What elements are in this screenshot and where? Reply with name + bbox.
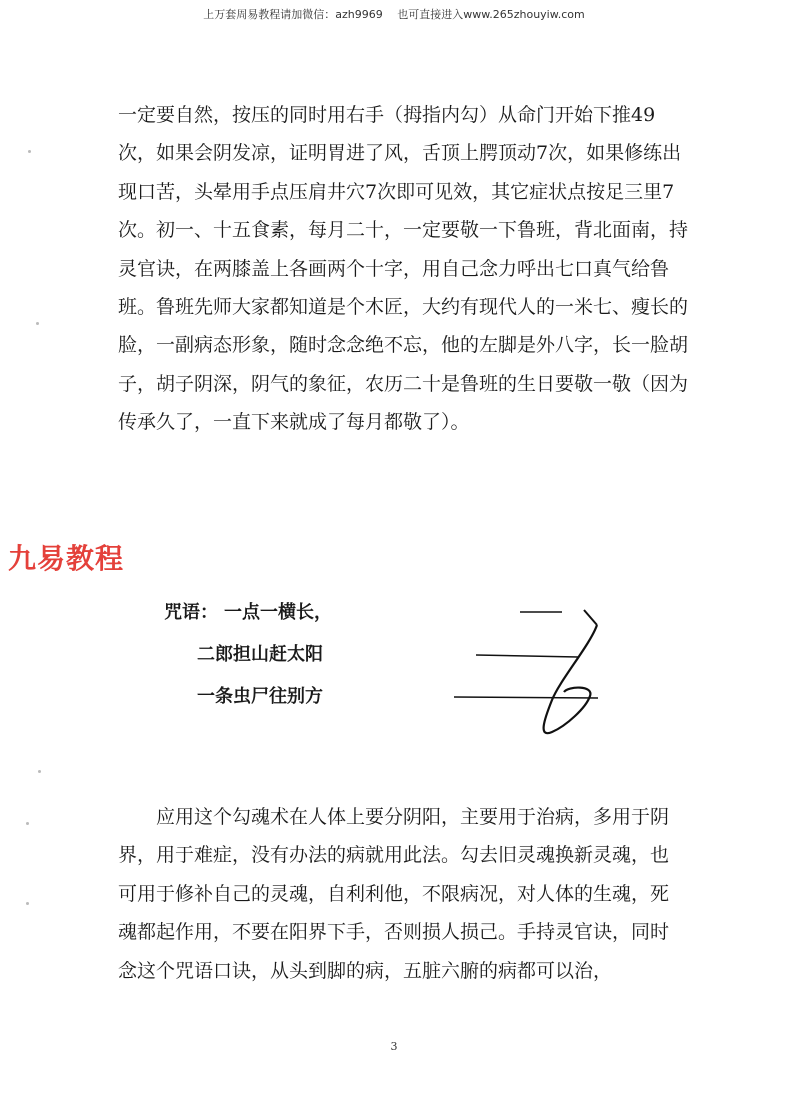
scan-speck [36, 322, 39, 325]
scan-speck [26, 822, 29, 825]
body-paragraph-2 [118, 798, 678, 990]
watermark-logo: 九易教程 [8, 542, 125, 575]
scan-speck [26, 902, 29, 905]
page-header: 上万套周易教程请加微信：azh9969 也可直接进入www.265zhouyiw.com [203, 8, 585, 21]
talisman-stroke-hook-top [584, 610, 597, 625]
talisman-stroke-bottom [454, 697, 598, 698]
talisman-drawing [440, 590, 610, 750]
spell-line-2: 二郎担山赶太阳 [197, 644, 323, 665]
scan-speck [38, 770, 41, 773]
talisman-stroke-middle [476, 655, 578, 657]
body-paragraph-2-text: 应用这个勾魂术在人体上要分阴阳，主要用于治病，多用于阴界，用于难症，没有办法的病就用此法。勾去旧灵魂换新灵魂，也可用于修补自己的灵魂，自利利他，不限病况，对人体的生魂，死魂都起作用，不要在阳界下手，否则损人损己。手持灵官诀，同时念这个咒语口诀，从头到脚的病，五脏六腑的病都可以治， [118, 806, 670, 982]
spell-label: 咒语： [164, 602, 218, 623]
spell-line-1: 一点一横长， [224, 602, 332, 623]
page-number: 3 [390, 1040, 398, 1053]
scan-speck [28, 150, 31, 153]
talisman-hook-stroke [544, 625, 597, 733]
body-paragraph-1: 一定要自然，按压的同时用右手（拇指内勾）从命门开始下推49次，如果会阴发凉，证明胃进了风，舌顶上腭顶动7次，如果修练出现口苦，头晕用手点压肩井穴7次即可见效，其它症状点按足三里7次。初一、十五食素，每月二十，一定要敬一下鲁班，背北面南，持灵官诀，在两膝盖上各画两个十字，用自己念力呼出七口真气给鲁班。鲁班先师大家都知道是个木匠，大约有现代人的一米七、瘦长的脸，一副病态形象，随时念念绝不忘，他的左脚是外八字，长一脸胡子，胡子阴深，阴气的象征，农历二十是鲁班的生日要敬一敬（因为传承久了，一直下来就成了每月都敬了）。 [118, 104, 689, 434]
spell-line-3: 一条虫尸往别方 [197, 686, 323, 707]
